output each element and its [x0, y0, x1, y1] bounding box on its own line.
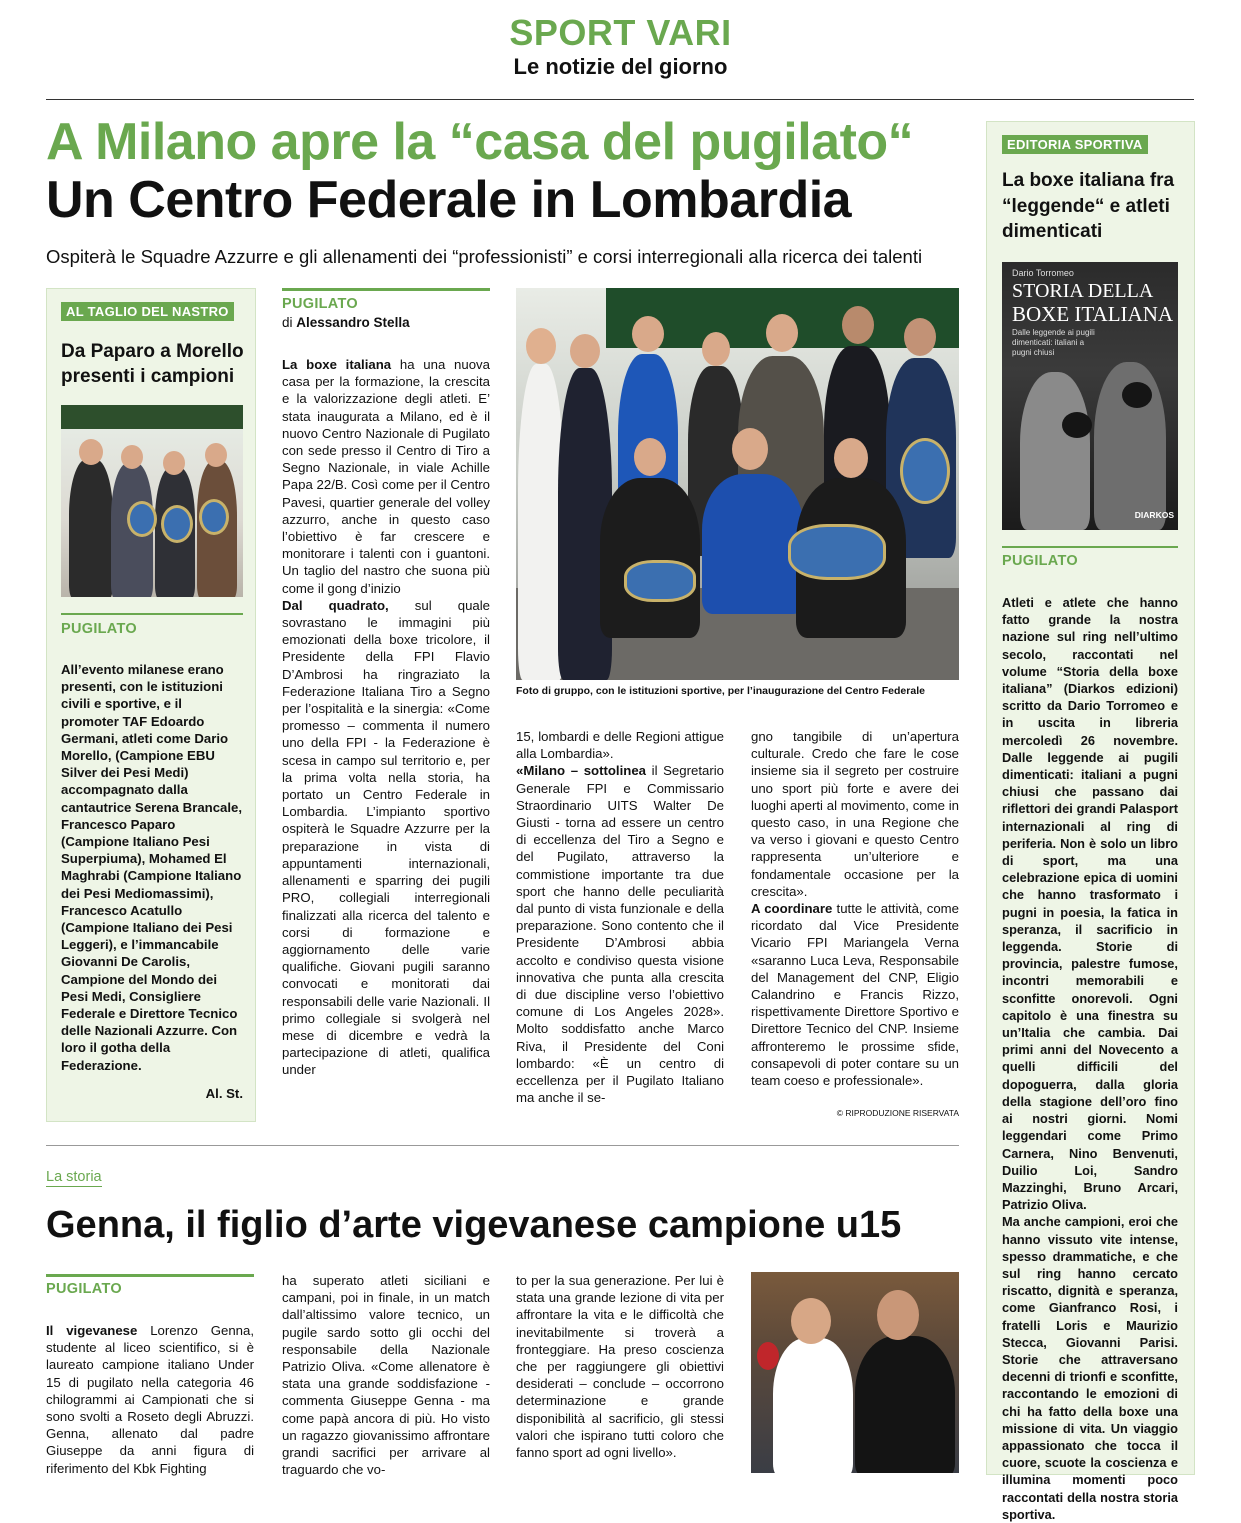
right-box-label-rule: [1002, 546, 1178, 548]
story-column-1: [46, 1322, 254, 1477]
main-col1-p1-text: ha una nuova casa per la formazione, la crescita e la valorizzazione degli atleti. E’ stata inaugurata a Milano, ed è il nuovo Centro Nazionale di Pugilato con sede presso il Centro di Tiro a Segno Nazionale, in viale Achille Papa 22/B. Così come per il Centro Pavesi, quartier generale del volley azzurro, anche in questo caso l’obiettivo è far crescere e monitorare i talenti con i guantoni. Un taglio del nastro che suona più come il gong d’inizio: [282, 357, 490, 596]
main-label: PUGILATO: [282, 296, 358, 312]
left-sidebar-box: [46, 288, 256, 1122]
champions-photo: [61, 405, 243, 597]
main-label-rule: [282, 288, 490, 291]
right-sidebar-box: [986, 121, 1195, 1522]
genna-photo: [751, 1272, 959, 1473]
book-cover: [1002, 262, 1178, 530]
book-author: Dario Torromeo: [1012, 268, 1074, 278]
story-col1-text: Lorenzo Genna, studente al liceo scientifico, si è laureato campione italiano Under 15 di pugilato nella categoria 46 chilogrammi ai Campionati che si sono svolti a Roseto degli Abruzzi. Genna, allenato dal padre Giuseppe da anni figura di riferimento del Kbk Fighting: [46, 1323, 254, 1476]
main-col3-p2-lead: A coordinare: [751, 901, 833, 917]
main-col2-p2-lead: «Milano – sottolinea: [516, 763, 646, 779]
group-photo-caption: Foto di gruppo, con le istituzioni sportive, per l’inaugurazione del Centro Federale: [516, 685, 925, 697]
left-box-label-rule: [61, 613, 243, 615]
left-box-tag: AL TAGLIO DEL NASTRO: [61, 302, 234, 321]
left-box-lead: All’evento: [61, 662, 125, 677]
story-col1-lead: Il vigevanese: [46, 1323, 138, 1338]
left-box-label: PUGILATO: [61, 621, 137, 637]
byline-author: Alessandro Stella: [296, 315, 410, 330]
story-column-2: ha superato atleti siciliani e campani, poi in finale, in un match dall’altissimo valore tecnico, un pugile sardo sotto gli occhi del responsabile della Nazionale Patrizio Oliva. «Come allenatore è stata una grande soddisfazione - commenta Giuseppe Genna - ma come papà ancora di più. Ho visto un ragazzo giovanissimo affrontare grandi sacrifici per arrivare al traguardo che vo-: [282, 1273, 490, 1478]
main-subheadline: Un Centro Federale in Lombardia: [46, 171, 852, 229]
section-title: SPORT VARI: [509, 12, 732, 53]
masthead-rule: [46, 99, 1194, 100]
story-label: PUGILATO: [46, 1281, 122, 1297]
left-box-signature: Al. St.: [205, 1086, 243, 1101]
main-column-1: [282, 356, 490, 1079]
right-box-p2-text: Ma anche campioni, eroi che hanno vissuto vite intense, spesso drammatiche, e che sul ring hanno cercato riscatto, dignità e speranza, come Gianfranco Rosi, i fratelli Loris e Maurizio Stecca, Giovanni Parisi. Storie che attraversano decenni di trionfi e sconfitte, raccontando le emozioni di chi ha fatto della boxe una missione di vita. Un viaggio appassionato che tocca il cuore, scuote la coscienza e illumina momenti poco raccontati della nostra storia sportiva.: [1002, 1214, 1178, 1522]
book-title-1: STORIA DELLA: [1012, 280, 1154, 302]
story-divider: [46, 1145, 959, 1146]
left-box-text: [61, 661, 243, 1074]
group-photo: [516, 288, 959, 680]
standfirst: Ospiterà le Squadre Azzurre e gli allenamenti dei “professionisti” e corsi interregionali alla ricerca dei talenti: [46, 246, 923, 267]
right-box-tag: EDITORIA SPORTIVA: [1002, 135, 1148, 154]
story-column-3: to per la sua generazione. Per lui è stata una grande lezione di vita per affrontare la vita e le difficoltà che inevitabilmente si troverà a fronteggiare. Ha preso coscienza che per raggiungere gli obiettivi desiderati – conclude – occorrono determinazione e grande disponibilità al sacrificio, gli stessi valori che ispirano tutti coloro che fanno sport ad ogni livello».: [516, 1273, 724, 1461]
copyright-notice: © RIPRODUZIONE RISERVATA: [836, 1108, 959, 1118]
main-headline: A Milano apre la “casa del pugilato“: [46, 113, 914, 171]
book-subtitle: Dalle leggende ai pugili dimenticati: italiani a pugni chiusi: [1012, 328, 1095, 357]
story-label-rule: [46, 1274, 254, 1277]
main-col1-p2-text: sul quale sovrastano le immagini più emozionati della boxe tricolore, il Presidente della FPI Flavio D’Ambrosi ha ringraziato la Federazione Italiana Tiro a Segno per l’ospitalità e la sinergia: «Come promesso – commenta il numero uno della FPI - la Federazione è scesa in campo sul territorio e, per la prima volta nella storia, ha portato un Centro Federale in Lombardia. L’impianto sportivo ospiterà le Squadre Azzurre per la preparazione in vista di appuntamenti internazionali, allenamenti e sparring dei pugili PRO, collegiali interregionali finalizzati alla ricerca del talento e corsi di formazione e aggiornamento delle varie qualifiche. Giovani pugili saranno convocati e monitorati dai responsabili delle varie Nazionali. Il primo collegiale si svolgerà nel mese di dicembre e vedrà la partecipazione di atleti, qualifica under: [282, 597, 491, 1078]
left-box-body: milanese erano presenti, con le istituzioni civili e sportive, e il promoter TAF Edoardo Germani, atleti come Dario Morello, (Campione EBU Silver dei Pesi Medi) accompagnato dalla cantautrice Serena Brancale, Francesco Paparo (Campione Italiano Pesi Superpiuma), Mohamed El Maghrabi (Campione Italiano dei Pesi Mediomassimi), Francesco Acatullo (Campione Italiano dei Pesi Leggeri), e l’immancabile Giovanni De Carolis, Campione del Mondo dei Pesi Medi, Consigliere Federale e Direttore Tecnico delle Nazionali Azzurre. Con loro il gotha della Federazione.: [61, 662, 243, 1073]
byline: [282, 315, 410, 330]
story-headline: Genna, il figlio d’arte vigevanese campione u15: [46, 1204, 902, 1246]
right-box-label: PUGILATO: [1002, 553, 1078, 569]
right-box-text: [1002, 594, 1178, 1523]
book-title-2: BOXE ITALIANA: [1012, 302, 1174, 326]
main-col1-p1-lead: La boxe italiana: [282, 357, 392, 372]
book-publisher: DIARKOS: [1134, 510, 1174, 520]
story-kicker: La storia: [46, 1169, 102, 1185]
main-col3-p1-text: gno tangibile di un’apertura culturale. Credo che fare le cose insieme sia il segreto per costruire uno sport più forte e avere dei luoghi aperti al movimento, come in questo caso, in una Regione che va verso i giovani e questo Centro rappresenta un’ulteriore e fondamentale occasione per la crescita».: [751, 729, 959, 899]
right-box-headline: La boxe italiana fra “leggende“ e atleti dimenticati: [1002, 170, 1175, 242]
main-column-3: [751, 728, 959, 1089]
main-col3-p2-text: tutte le attività, come ricordato dal Vice Presidente Vicario FPI Mariangela Verna «saranno Luca Leva, Responsabile del Management del CNP, Eligio Calandrino e Francis Rizzo, rispettivamente Direttore Sportivo e Direttore Tecnico del CNP. Insieme affronteremo le prossime sfide, consapevoli di poter contare su un team coeso e professionale».: [751, 901, 959, 1089]
byline-prefix: di: [282, 315, 293, 330]
left-box-headline: Da Paparo a Morello presenti i campioni: [61, 341, 244, 387]
right-box-p1-text: e atlete che hanno fatto grande la nostra nazione sul ring nell’ultimo secolo, raccontati nel volume “Storia della boxe italiana” (Diarkos edizioni) scritto da Dario Torromeo e in uscita in libreria mercoledì 26 novembre. Dalle leggende ai pugili dimenticati: italiani a pugni chiusi che passano dai riflettori dei grandi Palasport internazionali al ring di periferia. Non è solo un libro di sport, ma una celebrazione epica di uomini che hanno trasformato i pugni in poesia, la fatica in speranza, il sacrificio in leggenda. Storie di provincia, palestre fumose, incontri memorabili e sconfitte onorevoli. Ogni capitolo è una finestra su un’Italia che cambia. Dai primi anni del Novecento a quelli difficili del dopoguerra, dalla gloria della stagione dell’oro fino ai nostri giorni. Nomi leggendari come Primo Carnera, Nino Benvenuti, Duilio Loi, Sandro Mazzinghi, Bruno Arcari, Patrizio Oliva.: [1002, 595, 1178, 1213]
main-column-2: [516, 728, 724, 1106]
section-subtitle: Le notizie del giorno: [513, 54, 728, 79]
main-col2-p1-text: 15, lombardi e delle Regioni attigue alla Lombardia».: [516, 729, 724, 762]
right-box-p1-lead: Atleti: [1002, 595, 1034, 610]
main-col2-p2-text: il Segretario Generale FPI e Commissario Straordinario UITS Walter De Giusti - torna ad essere un centro di eccellenza del Tiro a Segno e del Pugilato, attraverso la commistione importante tra due sport che hanno delle peculiarità dal punto di vista funzionale e della preparazione. Sono contento che il Presidente D’Ambrosi abbia accolto e condiviso questa visione innovativa che punta alla crescita di due discipline verso l’obiettivo comune di Los Angeles 2028». Molto soddisfatto anche Marco Riva, il Presidente del Coni lombardo: «È un centro di eccellenza per il Pugilato Italiano ma anche il se-: [516, 763, 724, 1106]
main-col1-p2-lead: Dal quadrato,: [282, 597, 389, 613]
